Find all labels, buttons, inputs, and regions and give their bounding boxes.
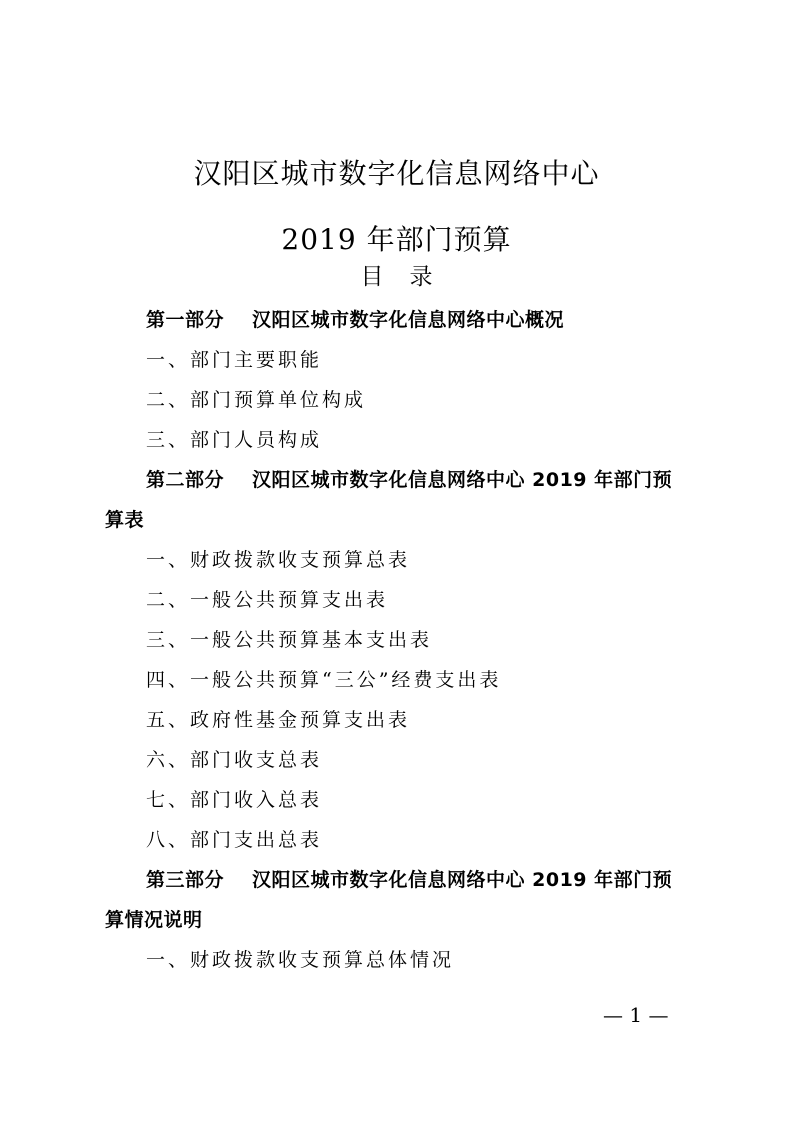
toc-part-3-continuation: 算情况说明 bbox=[105, 909, 203, 931]
toc-part-1 bbox=[146, 305, 564, 332]
toc-item: 三、一般公共预算基本支出表 bbox=[146, 629, 433, 651]
toc-item: 一、财政拨款收支预算总表 bbox=[146, 549, 411, 571]
toc-part-2 bbox=[146, 465, 672, 492]
toc-heading-right: 录 bbox=[409, 264, 433, 290]
toc-part-1-label: 第一部分 bbox=[146, 309, 225, 331]
toc-item: 五、政府性基金预算支出表 bbox=[146, 709, 411, 731]
document-title-line-2: 2019 年部门预算 bbox=[281, 223, 512, 256]
toc-item: 七、部门收入总表 bbox=[146, 789, 323, 811]
toc-item: 二、一般公共预算支出表 bbox=[146, 589, 389, 611]
toc-part-2-label: 第二部分 bbox=[146, 469, 225, 491]
toc-item: 一、部门主要职能 bbox=[146, 349, 323, 371]
toc-heading-left: 目 bbox=[360, 264, 384, 290]
toc-item: 八、部门支出总表 bbox=[146, 829, 323, 851]
toc-part-2-title: 汉阳区城市数字化信息网络中心 2019 年部门预 bbox=[252, 469, 673, 491]
toc-part-3-title: 汉阳区城市数字化信息网络中心 2019 年部门预 bbox=[252, 869, 673, 891]
toc-part-1-title: 汉阳区城市数字化信息网络中心概况 bbox=[252, 309, 565, 331]
toc-part-3-label: 第三部分 bbox=[146, 869, 225, 891]
toc-item: 三、部门人员构成 bbox=[146, 429, 323, 451]
toc-item: 六、部门收支总表 bbox=[146, 749, 323, 771]
document-title-line-1: 汉阳区城市数字化信息网络中心 bbox=[193, 157, 600, 190]
toc-item: 二、部门预算单位构成 bbox=[146, 389, 367, 411]
toc-item: 一、财政拨款收支预算总体情况 bbox=[146, 949, 455, 971]
toc-heading bbox=[0, 258, 793, 291]
toc-part-2-continuation: 算表 bbox=[105, 509, 145, 531]
page-number: — 1 — bbox=[603, 1003, 669, 1027]
toc-part-3 bbox=[146, 865, 672, 892]
toc-item: 四、一般公共预算“三公”经费支出表 bbox=[146, 669, 502, 691]
